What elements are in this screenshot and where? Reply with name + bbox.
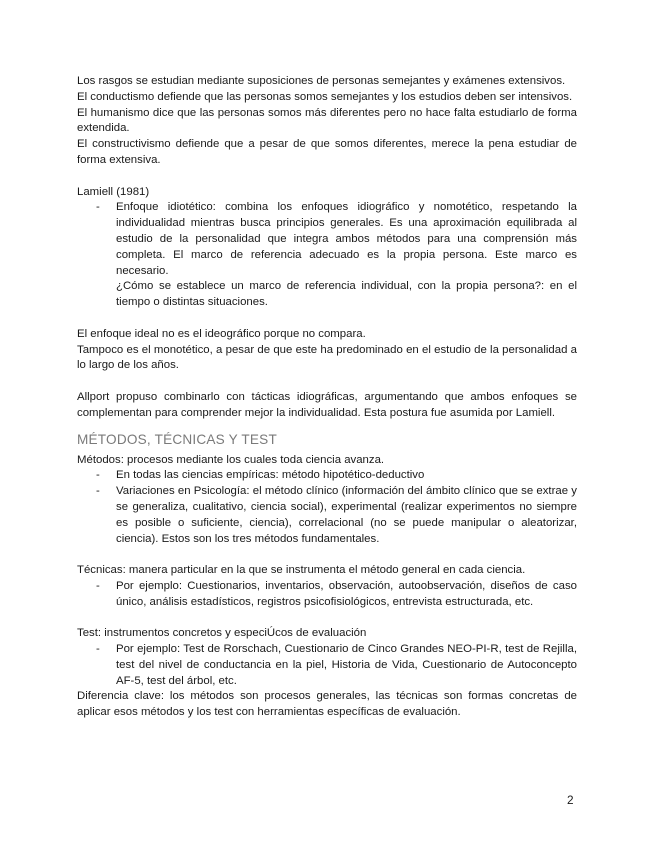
tecnicas-intro: Técnicas: manera particular en la que se instrumenta el método general en cada ciencia. (77, 564, 526, 577)
paragraph-constructivismo: El constructivismo defiende que a pesar de que somos diferentes, merece la pena estudiar de forma extensiva. (77, 138, 577, 166)
list-item-text: En todas las ciencias empíricas: método hipotético-deductivo (116, 469, 425, 482)
list-item (77, 468, 577, 484)
test-list (77, 642, 577, 689)
dash-bullet: - (96, 469, 100, 482)
list-item-text: Enfoque idiotético: combina los enfoques idiográfico y nomotético, respetando la individualidad mientras busca principios generales. Es una aproximación equilibrada al estudio de la personalidad que integra ambos métodos para una comprensión más completa. El marco de referencia adecuado es la propia persona. Este marco es necesario. (116, 201, 577, 277)
list-item-text: Por ejemplo: Test de Rorschach, Cuestionario de Cinco Grandes NEO-PI-R, test de Rejilla, test del nivel de conductancia en la piel, Historia de Vida, Cuestionario de Autoconcepto AF-5, test del árbol, etc. (116, 643, 577, 687)
paragraph-allport: Allport propuso combinarlo con tácticas idiográficas, argumentando que ambos enfoques se complementan para comprender mejor la individualidad. Esta postura fue asumida por Lamiell. (77, 390, 577, 419)
tecnicas-list (77, 579, 577, 611)
paragraph-rasgos: Los rasgos se estudian mediante suposiciones de personas semejantes y exámenes extensivos. (77, 75, 566, 87)
list-item (77, 484, 577, 547)
dash-bullet: - (96, 643, 100, 656)
paragraph-enfoque-ideal: El enfoque ideal no es el ideográfico porque no compara. (77, 327, 366, 340)
dash-bullet: - (96, 201, 100, 214)
list-item (77, 642, 577, 689)
dash-bullet: - (96, 579, 100, 592)
lamiell-title: Lamiell (1981) (77, 185, 150, 198)
list-item (77, 200, 577, 279)
paragraph-humanismo: El humanismo dice que las personas somos más diferentes pero no hace falta estudiarlo de forma extendida. (77, 106, 577, 135)
document-page (77, 74, 577, 721)
dash-bullet: - (96, 485, 100, 498)
section-heading: MÉTODOS, TÉCNICAS Y TEST (77, 431, 277, 447)
paragraph-monotetico: Tampoco es el monotético, a pesar de que este ha predominado en el estudio de la personalidad a lo largo de los años. (77, 343, 577, 372)
list-item-continuation: ¿Cómo se establece un marco de referencia individual, con la propia persona?: en el tiempo o distintas situaciones. (116, 280, 577, 309)
paragraph-conductismo: El conductismo defiende que las personas somos semejantes y los estudios deben ser intensivos. (77, 90, 573, 103)
list-item (77, 579, 577, 611)
lamiell-list (77, 200, 577, 279)
metodos-list (77, 468, 577, 547)
test-intro: Test: instrumentos concretos y especiÚcos de evaluación (77, 627, 367, 640)
paragraph-diferencia-clave: Diferencia clave: los métodos son procesos generales, las técnicas son formas concretas de aplicar esos métodos y los test con herramientas específicas de evaluación. (77, 690, 577, 719)
page-number: 2 (567, 793, 574, 807)
metodos-intro: Métodos: procesos mediante los cuales toda ciencia avanza. (77, 453, 385, 466)
list-item-text: Variaciones en Psicología: el método clínico (información del ámbito clínico que se extrae y se generaliza, cualitativo, ciencia social), experimental (realizar experimentos no siempre es posible o suficiente, ciencia), correlacional (no se puede manipular o aleatorizar, ciencia). Estos son los tres métodos fundamentales. (116, 485, 577, 545)
list-item-text: Por ejemplo: Cuestionarios, inventarios, observación, autoobservación, diseños de caso único, análisis estadísticos, registros psicofisiológicos, entrevista estructurada, etc. (116, 579, 577, 608)
